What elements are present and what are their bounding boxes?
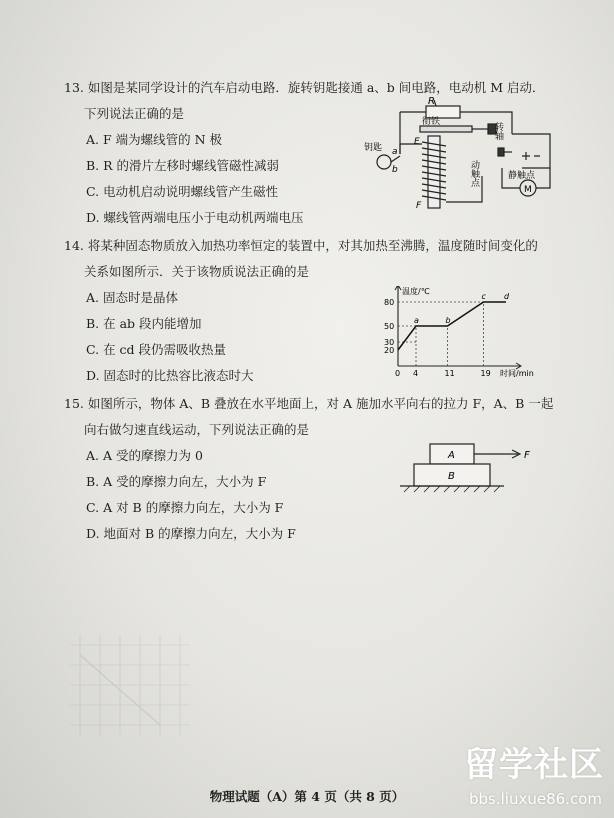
label-iron: 衔铁 <box>422 117 441 127</box>
x-tick-label: 4 <box>413 369 419 378</box>
y-tick-label: 20 <box>384 346 395 355</box>
q15-blocks-diagram <box>400 436 540 494</box>
x-axis-title: 时间/min <box>500 369 534 378</box>
label-block-B: B <box>448 471 455 482</box>
q13-option-c: C. 电动机启动说明螺线管产生磁性 <box>86 184 279 199</box>
q15-option-d: D. 地面对 B 的摩擦力向左，大小为 F <box>86 526 296 541</box>
q13-stem-line2: 下列说法正确的是 <box>84 106 185 121</box>
label-block-A: A <box>448 450 455 461</box>
watermark-logo: 留学社区 <box>464 745 604 785</box>
bleed-through-grid <box>70 635 200 745</box>
q14-stem-line1: 14. 将某种固态物质放入加热功率恒定的装置中，对其加热至沸腾，温度随时间变化的 <box>64 238 538 253</box>
label-M: M <box>524 185 532 195</box>
q13-option-b: B. R 的滑片左移时螺线管磁性减弱 <box>86 158 280 173</box>
x-tick-label: 11 <box>444 369 455 378</box>
q15-option-c: C. A 对 B 的摩擦力向左，大小为 F <box>86 500 284 515</box>
y-tick-label: 80 <box>384 298 395 307</box>
label-moving-contact: 动触点 <box>469 160 479 187</box>
label-key: 钥匙 <box>364 143 383 153</box>
q13-option-a: A. F 端为螺线管的 N 极 <box>86 132 223 147</box>
y-tick-label: 30 <box>384 338 395 347</box>
x-tick-label: 0 <box>395 369 401 378</box>
label-a: a <box>392 147 398 157</box>
x-tick-label: 19 <box>480 369 491 378</box>
y-axis-title: 温度/℃ <box>402 287 430 296</box>
watermark-url: bbs.liuxue86.com <box>469 790 602 808</box>
q14-option-d: D. 固态时的比热容比液态时大 <box>86 368 254 383</box>
q14-stem-line2: 关系如图所示．关于该物质说法正确的是 <box>84 264 310 279</box>
label-F: F <box>416 201 422 211</box>
y-tick-label: 50 <box>384 322 395 331</box>
q13-circuit-diagram <box>362 96 562 214</box>
q13-option-d: D. 螺线管两端电压小于电动机两端电压 <box>86 210 304 225</box>
point-label: d <box>504 292 510 301</box>
point-label: b <box>445 316 451 325</box>
page-footer: 物理试题（A）第 4 页（共 8 页） <box>209 789 405 804</box>
q14-option-a: A. 固态时是晶体 <box>86 290 178 305</box>
label-E: E <box>414 137 420 147</box>
q14-temperature-chart <box>376 286 536 378</box>
q13-stem-line1: 13. 如图是某同学设计的汽车启动电路．旋转钥匙接通 a、b 间电路，电动机 M 启动． <box>64 80 545 95</box>
q14-option-c: C. 在 cd 段仍需吸收热量 <box>86 342 227 357</box>
label-R: R <box>428 96 435 107</box>
q15-stem-line1: 15. 如图所示，物体 A、B 叠放在水平地面上，对 A 施加水平向右的拉力 F，A、B 一起 <box>64 396 554 411</box>
point-label: a <box>414 316 419 325</box>
q14-option-b: B. 在 ab 段内能增加 <box>86 316 202 331</box>
point-label: c <box>481 292 486 301</box>
label-shaft: 转轴 <box>493 122 503 140</box>
q15-stem-line2: 向右做匀速直线运动，下列说法正确的是 <box>84 422 310 437</box>
label-b: b <box>392 165 398 175</box>
label-force-F: F <box>524 450 530 461</box>
q15-option-b: B. A 受的摩擦力向左，大小为 F <box>86 474 267 489</box>
label-static-contact: 静触点 <box>508 171 536 181</box>
q15-option-a: A. A 受的摩擦力为 0 <box>86 448 203 463</box>
